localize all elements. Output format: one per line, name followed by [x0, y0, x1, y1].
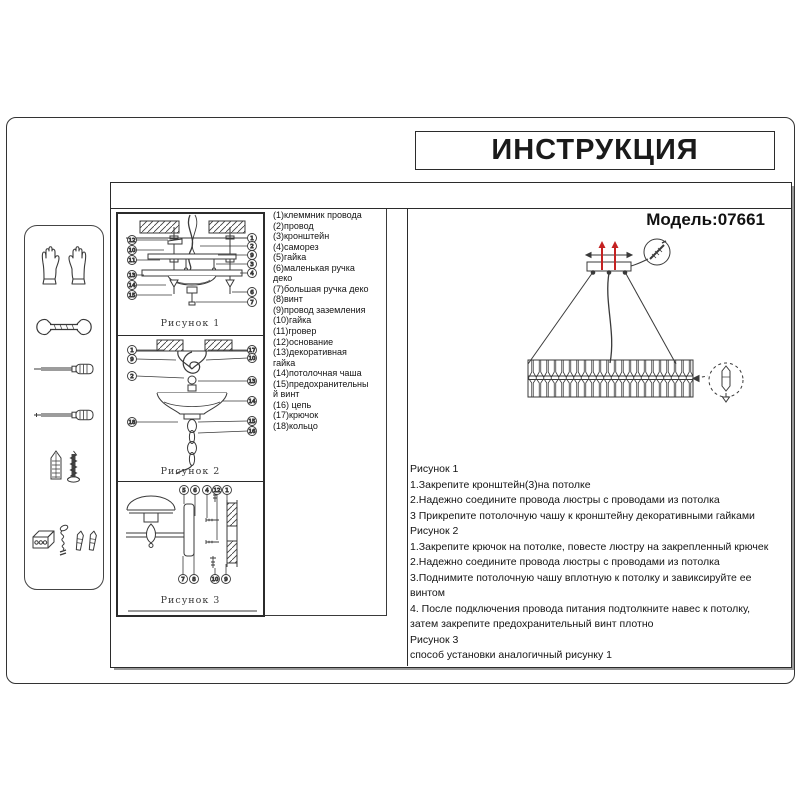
callout-number: 8: [192, 577, 196, 583]
parts-list-line: (14)потолочная чаша: [273, 368, 362, 379]
callout-number: 12: [213, 488, 221, 494]
figure-1: [118, 214, 263, 335]
callout-number: 17: [248, 348, 256, 354]
callout-number: 4: [250, 271, 254, 277]
figure-1-diagram: [118, 214, 263, 335]
parts-list-line: (6)маленькая ручка: [273, 262, 355, 273]
parts-list-line: (10)гайка: [273, 315, 312, 326]
callout-number: 13: [248, 379, 256, 385]
screwdriver-glyph: [650, 241, 666, 259]
header-divider: [110, 208, 791, 209]
parts-list-line: (5)гайка: [273, 252, 307, 263]
callout-number: 18: [128, 420, 136, 426]
left-arrowhead: [586, 253, 591, 258]
callout-number: 10: [128, 248, 136, 254]
phillips-screwdriver-icon: [32, 406, 96, 424]
callout-number: 11: [128, 258, 136, 264]
callout-number: 12: [128, 238, 136, 244]
right-arrowhead: [627, 253, 632, 258]
parts-list-line: (3)кронштейн: [273, 231, 330, 242]
callout-number: 10: [211, 577, 219, 583]
parts-list-line: (9)провод заземления: [273, 304, 366, 315]
instruction-line: Рисунок 3: [410, 633, 459, 646]
callout-number: 15: [128, 293, 136, 299]
callout-number: 13: [128, 273, 136, 279]
callout-number: 2: [250, 244, 254, 250]
instruction-line: 1.Закрепите кронштейн(3)на потолке: [410, 478, 591, 491]
parts-list-line: (18)кольцо: [273, 420, 318, 431]
instruction-line: 3 Прикрепите потолочную чашу к кронштейну декоративными гайками: [410, 509, 755, 522]
parts-list-line: (15)предохранительны: [273, 378, 369, 389]
callout-number: 1: [225, 488, 229, 494]
instruction-line: 4. После подключения провода питания подтолкните навес к потолку,: [410, 602, 751, 615]
callout-number: 16: [248, 429, 256, 435]
figure-2-caption: Рисунок 2: [160, 466, 221, 477]
parts-list-line: (1)клеммник провода: [273, 210, 362, 220]
model-label: Модель:07661: [646, 210, 765, 229]
parts-list-line: (16) цепь: [273, 399, 312, 410]
chandelier-illustration: [480, 230, 770, 420]
parts-list-line: й винт: [273, 389, 300, 400]
hardware-set-icon: [30, 519, 98, 563]
instruction-line: винтом: [410, 587, 445, 599]
callout-number: 1: [130, 348, 134, 354]
wrench-icon: [32, 316, 96, 338]
instruction-line: способ установки аналогичный рисунку 1: [410, 649, 612, 661]
parts-list-line: (12)основание: [273, 336, 334, 347]
parts-list-line: (11)гровер: [273, 326, 317, 337]
page-title: ИНСТРУКЦИЯ: [415, 131, 775, 170]
callout-number: 7: [181, 577, 185, 583]
callout-number: 14: [128, 283, 136, 289]
instruction-line: Рисунок 2: [410, 525, 459, 537]
callout-number: 6: [250, 290, 254, 296]
parts-list-line: (13)декоративная: [273, 347, 347, 358]
instruction-line: Рисунок 1: [410, 463, 459, 475]
parts-list-line: (17)крючок: [273, 410, 319, 421]
parts-list-line: (8)винт: [273, 294, 303, 305]
callout-number: 9: [224, 577, 228, 583]
figure-3: [118, 481, 263, 616]
parts-list-line: гайка: [273, 357, 296, 368]
callout-number: 3: [250, 262, 254, 268]
parts-list-line: (2)провод: [273, 220, 314, 231]
figure-2: [118, 335, 263, 482]
callout-number: 4: [205, 488, 209, 494]
assembly-instructions: [410, 462, 790, 664]
callout-number: 5: [182, 488, 186, 494]
callout-number: 1: [250, 236, 254, 242]
gloves-icon: [35, 242, 93, 290]
parts-list-line: деко: [273, 273, 293, 284]
mounting-plate: [587, 262, 631, 271]
callout-number: 14: [248, 399, 256, 405]
figure-1-caption: Рисунок 1: [160, 318, 221, 329]
parts-list-line: (4)саморез: [273, 241, 319, 252]
callout-number: 9: [250, 253, 254, 259]
anchor-and-screw-icon: [42, 449, 86, 491]
instruction-line: 2.Надежно соедините провода люстры с проводами из потолка: [410, 494, 720, 506]
callout-number: 15: [248, 419, 256, 425]
callout-number: 6: [193, 488, 197, 494]
callout-number: 7: [250, 300, 254, 306]
callout-number: 10: [248, 356, 256, 362]
instruction-line: 2.Надежно соедините провода люстры с проводами из потолка: [410, 556, 720, 568]
parts-list: [265, 209, 387, 616]
figure-3-caption: Рисунок 3: [160, 595, 221, 606]
figures-column: [116, 212, 265, 617]
instruction-line: затем закрепите предохранительный винт плотно: [410, 618, 654, 630]
figure-2-diagram: [118, 336, 263, 482]
instruction-line: 3.Поднимите потолочную чашу вплотную к потолку и завиксируйте ее: [410, 571, 752, 584]
column-divider: [407, 208, 408, 666]
tools-sidebar: [24, 225, 104, 590]
flat-screwdriver-icon: [32, 360, 96, 378]
instruction-line: 1.Закрепите крючок на потолке, повесте люстру на закрепленный крючек: [410, 540, 769, 553]
callout-number: 9: [130, 357, 134, 363]
callout-number: 2: [130, 374, 134, 380]
crystal-ring: [528, 360, 693, 397]
parts-list-line: (7)большая ручка деко: [273, 283, 369, 294]
